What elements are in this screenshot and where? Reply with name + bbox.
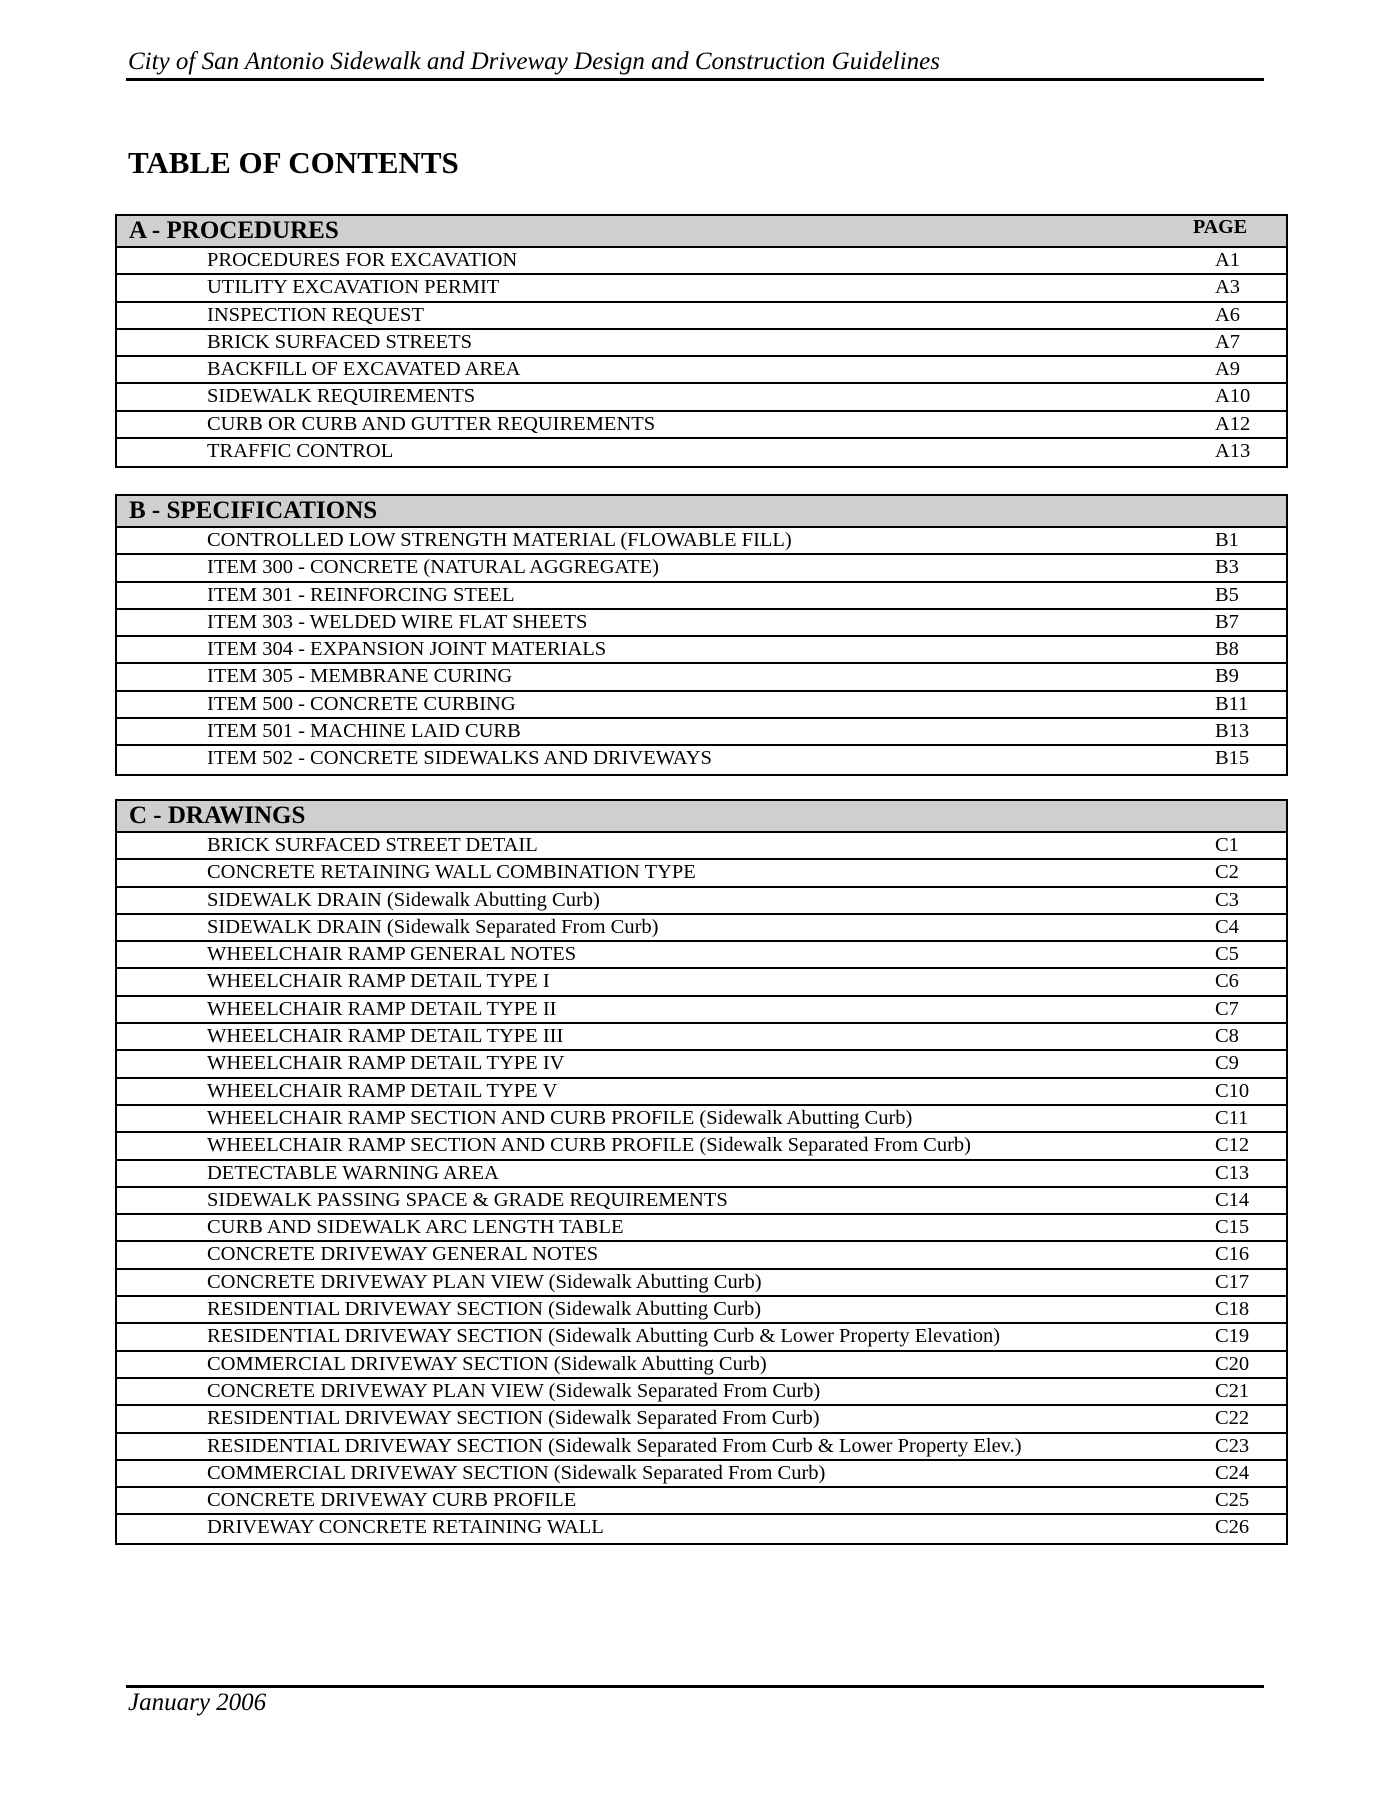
footer-rule (126, 1685, 1264, 1688)
toc-entry-page: B1 (1215, 529, 1239, 551)
toc-entry-title: SIDEWALK REQUIREMENTS (207, 385, 476, 408)
toc-entry-title: DRIVEWAY CONCRETE RETAINING WALL (207, 1516, 604, 1539)
toc-entry-page: A9 (1215, 358, 1241, 381)
section-header (117, 216, 1286, 248)
section-header (117, 801, 1286, 833)
toc-entry-title: WHEELCHAIR RAMP SECTION AND CURB PROFILE (Sidewalk Abutting Curb) (207, 1106, 913, 1129)
toc-entry-title: WHEELCHAIR RAMP DETAIL TYPE V (207, 1079, 558, 1102)
toc-entry-title: RESIDENTIAL DRIVEWAY SECTION (Sidewalk Abutting Curb & Lower Property Elevation) (207, 1325, 1001, 1348)
toc-entry-title: ITEM 303 - WELDED WIRE FLAT SHEETS (207, 610, 588, 633)
toc-entry (117, 637, 1286, 664)
toc-entry-title: BRICK SURFACED STREETS (207, 330, 473, 353)
page-title: TABLE OF CONTENTS (128, 145, 459, 180)
toc-entry-page: C24 (1215, 1461, 1250, 1484)
toc-entry-title: ITEM 501 - MACHINE LAID CURB (207, 720, 521, 743)
toc-section-procedures (115, 214, 1288, 468)
toc-entry (117, 746, 1286, 773)
toc-entry-page: C19 (1215, 1325, 1250, 1348)
toc-entry-title: SIDEWALK DRAIN (Sidewalk Abutting Curb) (207, 888, 600, 911)
toc-entry (117, 1488, 1286, 1515)
toc-entry-title: SIDEWALK DRAIN (Sidewalk Separated From Curb) (207, 915, 659, 938)
toc-entry (117, 1406, 1286, 1433)
toc-entry-page: C22 (1215, 1407, 1250, 1430)
section-title: B - SPECIFICATIONS (129, 497, 378, 524)
footer-date: January 2006 (128, 1689, 267, 1716)
toc-entry-title: ITEM 502 - CONCRETE SIDEWALKS AND DRIVEWAYS (207, 747, 712, 770)
toc-entry-page: B5 (1215, 583, 1239, 606)
toc-entry (117, 1161, 1286, 1188)
toc-entry (117, 1106, 1286, 1133)
toc-entry (117, 719, 1286, 746)
toc-entry-page: C8 (1215, 1025, 1239, 1048)
toc-entry-page: C18 (1215, 1298, 1250, 1321)
toc-entry-page: C13 (1215, 1161, 1250, 1184)
section-title: A - PROCEDURES (129, 217, 339, 244)
toc-entry-title: WHEELCHAIR RAMP DETAIL TYPE II (207, 997, 557, 1020)
toc-entry-title: BRICK SURFACED STREET DETAIL (207, 834, 538, 856)
toc-entry-title: CONCRETE RETAINING WALL COMBINATION TYPE (207, 861, 696, 884)
toc-entry (117, 583, 1286, 610)
toc-entry-page: C11 (1215, 1106, 1249, 1129)
toc-entry-page: A6 (1215, 303, 1241, 326)
toc-entry-page: C5 (1215, 943, 1239, 966)
toc-entry-title: CONCRETE DRIVEWAY PLAN VIEW (Sidewalk Abutting Curb) (207, 1270, 762, 1293)
toc-entry-title: WHEELCHAIR RAMP SECTION AND CURB PROFILE (Sidewalk Separated From Curb) (207, 1134, 971, 1157)
toc-entry (117, 1324, 1286, 1351)
toc-entry-page: A12 (1215, 412, 1251, 435)
toc-entry (117, 610, 1286, 637)
toc-entry (117, 997, 1286, 1024)
toc-entry-page: C25 (1215, 1489, 1250, 1512)
toc-entry (117, 1133, 1286, 1160)
toc-entry-title: CONCRETE DRIVEWAY CURB PROFILE (207, 1489, 577, 1512)
toc-entry-page: C3 (1215, 888, 1239, 911)
toc-entry-page: C20 (1215, 1352, 1250, 1375)
toc-entry-page: B11 (1215, 692, 1249, 715)
toc-entry-page: A13 (1215, 440, 1251, 463)
toc-entry-page: B3 (1215, 556, 1239, 579)
toc-entry-page: C21 (1215, 1379, 1250, 1402)
toc-entry-title: WHEELCHAIR RAMP DETAIL TYPE III (207, 1025, 564, 1048)
toc-entry-page: C16 (1215, 1243, 1250, 1266)
toc-entry (117, 833, 1286, 860)
toc-entry-title: RESIDENTIAL DRIVEWAY SECTION (Sidewalk Abutting Curb) (207, 1298, 762, 1321)
toc-entry-page: C9 (1215, 1052, 1239, 1075)
toc-entry-title: WHEELCHAIR RAMP DETAIL TYPE I (207, 970, 550, 993)
toc-entry-page: C12 (1215, 1134, 1250, 1157)
toc-entry-page: C23 (1215, 1434, 1250, 1457)
section-title: C - DRAWINGS (129, 802, 306, 829)
toc-entry-page: A3 (1215, 276, 1241, 299)
toc-entry (117, 1215, 1286, 1242)
toc-entry (117, 412, 1286, 439)
toc-entry (117, 692, 1286, 719)
section-header (117, 496, 1286, 528)
toc-entry (117, 969, 1286, 996)
toc-entry-title: UTILITY EXCAVATION PERMIT (207, 276, 500, 299)
toc-entry (117, 1270, 1286, 1297)
toc-entry-page: C15 (1215, 1216, 1250, 1239)
toc-entry-title: WHEELCHAIR RAMP GENERAL NOTES (207, 943, 577, 966)
running-header: City of San Antonio Sidewalk and Driveway Design and Construction Guidelines (128, 48, 940, 75)
toc-entry (117, 1352, 1286, 1379)
toc-entry-title: DETECTABLE WARNING AREA (207, 1161, 499, 1184)
toc-entry (117, 439, 1286, 466)
toc-entry-title: CONCRETE DRIVEWAY PLAN VIEW (Sidewalk Separated From Curb) (207, 1379, 821, 1402)
toc-section-specifications (115, 494, 1288, 776)
toc-entry-page: C1 (1215, 834, 1239, 856)
toc-entry-page: B8 (1215, 638, 1239, 661)
toc-entry (117, 330, 1286, 357)
toc-entry-page: C2 (1215, 861, 1239, 884)
toc-entry-page: A10 (1215, 385, 1251, 408)
toc-entry (117, 1051, 1286, 1078)
toc-entry-page: C4 (1215, 915, 1239, 938)
toc-entry (117, 555, 1286, 582)
toc-entry-title: BACKFILL OF EXCAVATED AREA (207, 358, 521, 381)
toc-section-drawings (115, 799, 1288, 1545)
toc-entry (117, 1297, 1286, 1324)
toc-entry-title: CURB AND SIDEWALK ARC LENGTH TABLE (207, 1216, 624, 1239)
toc-entry-title: INSPECTION REQUEST (207, 303, 424, 326)
toc-entry (117, 528, 1286, 555)
toc-entry-title: ITEM 304 - EXPANSION JOINT MATERIALS (207, 638, 607, 661)
toc-entry-page: B7 (1215, 610, 1239, 633)
toc-entry (117, 357, 1286, 384)
toc-entry (117, 1461, 1286, 1488)
toc-entry-page: C10 (1215, 1079, 1250, 1102)
toc-entry (117, 860, 1286, 887)
toc-entry-page: C26 (1215, 1516, 1250, 1539)
toc-entry-title: CONCRETE DRIVEWAY GENERAL NOTES (207, 1243, 599, 1266)
toc-entry-page: A1 (1215, 249, 1241, 271)
toc-entry (117, 1379, 1286, 1406)
toc-entry-title: PROCEDURES FOR EXCAVATION (207, 249, 518, 271)
toc-entry-title: TRAFFIC CONTROL (207, 440, 394, 463)
toc-entry (117, 915, 1286, 942)
header-rule (126, 78, 1264, 81)
toc-entry (117, 1024, 1286, 1051)
toc-entry-page: B9 (1215, 665, 1239, 688)
toc-entry-title: CURB OR CURB AND GUTTER REQUIREMENTS (207, 412, 656, 435)
toc-entry-page: B13 (1215, 720, 1250, 743)
toc-entry-page: C17 (1215, 1270, 1250, 1293)
toc-entry-title: COMMERCIAL DRIVEWAY SECTION (Sidewalk Separated From Curb) (207, 1461, 826, 1484)
toc-entry (117, 1079, 1286, 1106)
toc-entry-page: A7 (1215, 330, 1241, 353)
toc-entry-title: ITEM 301 - REINFORCING STEEL (207, 583, 515, 606)
toc-entry (117, 664, 1286, 691)
toc-entry (117, 303, 1286, 330)
toc-entry (117, 248, 1286, 275)
toc-entry (117, 275, 1286, 302)
toc-entry-title: CONTROLLED LOW STRENGTH MATERIAL (FLOWABLE FILL) (207, 529, 792, 551)
toc-entry (117, 1434, 1286, 1461)
toc-entry-title: SIDEWALK PASSING SPACE & GRADE REQUIREMENTS (207, 1188, 728, 1211)
toc-entry-title: RESIDENTIAL DRIVEWAY SECTION (Sidewalk Separated From Curb & Lower Property Elev.) (207, 1434, 1022, 1457)
toc-entry-page: B15 (1215, 747, 1250, 770)
toc-entry-title: RESIDENTIAL DRIVEWAY SECTION (Sidewalk Separated From Curb) (207, 1407, 820, 1430)
toc-entry (117, 888, 1286, 915)
toc-entry (117, 942, 1286, 969)
toc-entry-title: WHEELCHAIR RAMP DETAIL TYPE IV (207, 1052, 565, 1075)
toc-entry-title: ITEM 305 - MEMBRANE CURING (207, 665, 513, 688)
toc-entry-page: C7 (1215, 997, 1239, 1020)
toc-entry (117, 1515, 1286, 1542)
toc-entry (117, 1242, 1286, 1269)
toc-entry-title: ITEM 500 - CONCRETE CURBING (207, 692, 516, 715)
toc-entry-title: COMMERCIAL DRIVEWAY SECTION (Sidewalk Abutting Curb) (207, 1352, 767, 1375)
page-column-header: PAGE (1193, 216, 1248, 238)
toc-entry (117, 1188, 1286, 1215)
toc-entry-title: ITEM 300 - CONCRETE (NATURAL AGGREGATE) (207, 556, 659, 579)
toc-entry (117, 384, 1286, 411)
toc-entry-page: C6 (1215, 970, 1239, 993)
toc-entry-page: C14 (1215, 1188, 1250, 1211)
